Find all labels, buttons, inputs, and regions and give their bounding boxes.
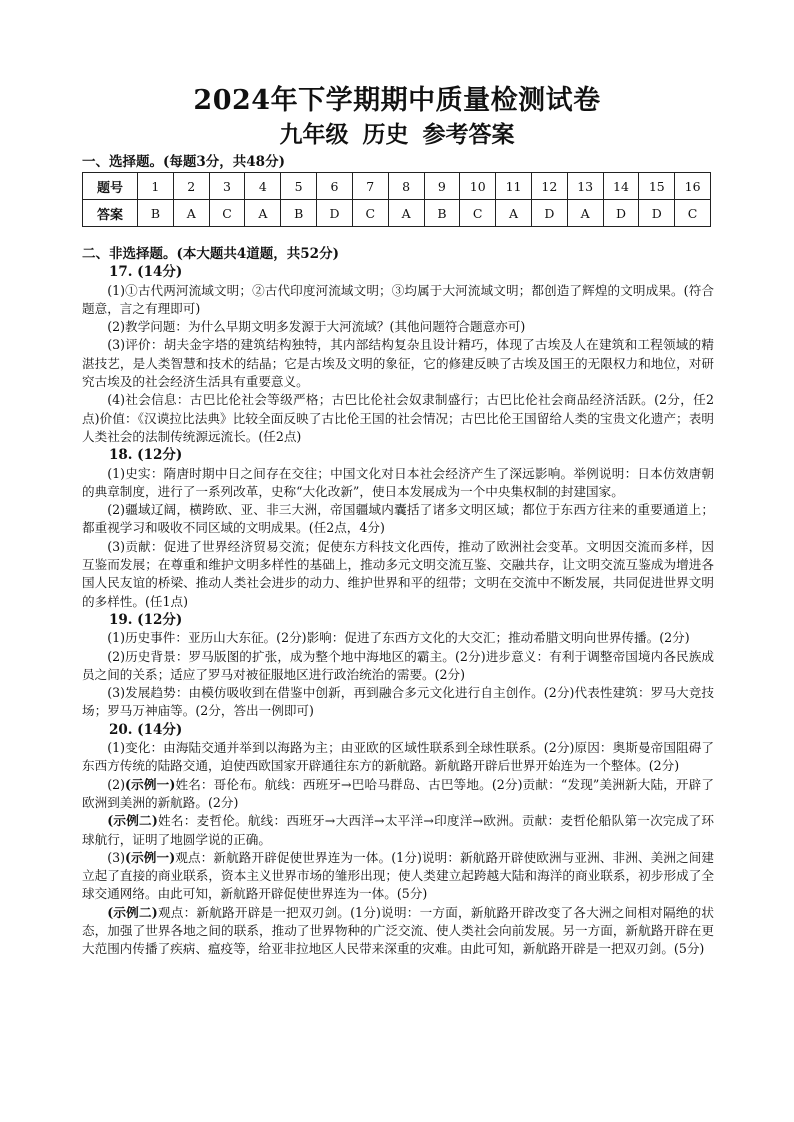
question-20-part-2	[82, 776, 714, 813]
example-label: (示例一)	[125, 776, 176, 792]
document-title: 2024年下学期期中质量检测试卷	[193, 85, 601, 116]
question-number: 9	[424, 173, 460, 200]
answer-row	[83, 200, 711, 227]
non-choice-section	[82, 245, 714, 959]
part-number: (3)	[107, 849, 126, 865]
answer-cell: A	[173, 200, 209, 227]
answer-cell: A	[388, 200, 424, 227]
answer-cell: A	[567, 200, 603, 227]
question-17-title: 17. (14分)	[109, 264, 183, 281]
question-number: 5	[281, 173, 317, 200]
question-number: 12	[531, 173, 567, 200]
question-number: 1	[138, 173, 174, 200]
question-20-part-1: (1)变化：由海陆交通并举到以海路为主；由亚欧的区域性联系到全球性联系。(2分)原因：奥斯曼帝国阻碍了东西方传统的陆路交通，迫使西欧国家开辟通往东方的新航路。新航路开辟后世界开始连为一个整体。(2分)	[82, 740, 714, 774]
question-number: 11	[496, 173, 532, 200]
question-17-part-3: (3)评价：胡夫金字塔的建筑结构独特，其内部结构复杂且设计精巧，体现了古埃及人在建筑和工程领域的精湛技艺，是人类智慧和技术的结晶；它是古埃及文明的象征，它的修建反映了古埃及国王的无限权力和地位，对研究古埃及的社会经济生活具有重要意义。	[82, 337, 714, 390]
document-subtitle: 九年级 历史 参考答案	[279, 121, 515, 148]
question-number: 15	[639, 173, 675, 200]
question-number: 10	[460, 173, 496, 200]
question-number: 16	[675, 173, 711, 200]
question-18-part-3: (3)贡献：促进了世界经济贸易交流；促使东方科技文化西传，推动了欧洲社会变革。文明因交流而多样，因互鉴而发展；在尊重和维护文明多样性的基础上，推动多元文明交流互鉴、交融共存，让文明交流互鉴成为增进各国人民友谊的桥梁、推动人类社会进步的动力、维护世界和平的纽带；文明在交流中不断发展，共同促进世界文明的多样性。(任1点)	[82, 538, 714, 609]
question-17-part-1: (1)①古代两河流域文明；②古代印度河流域文明；③均属于大河流域文明；都创造了辉煌的文明成果。(符合题意，言之有理即可)	[82, 282, 714, 316]
answer-cell: C	[460, 200, 496, 227]
section-2-heading: 二、非选择题。(本大题共4道题，共52分)	[82, 246, 339, 262]
row-label-number: 题号	[83, 173, 138, 200]
question-number: 8	[388, 173, 424, 200]
example-text: 姓名：哥伦布。航线：西班牙→巴哈马群岛、古巴等地。(2分)贡献：“发现”美洲新大陆，开辟了欧洲到美洲的新航路。(2分)	[82, 776, 714, 810]
answer-cell: B	[424, 200, 460, 227]
question-17-part-4: (4)社会信息：古巴比伦社会等级严格；古巴比伦社会奴隶制盛行；古巴比伦社会商品经济活跃。(2分，任2点)价值：《汉谟拉比法典》比较全面反映了古比伦王国的社会情况；古巴比伦王国留给人类的宝贵文化遗产；表明人类社会的法制传统源远流长。(任2点)	[82, 392, 714, 444]
question-number: 2	[173, 173, 209, 200]
question-number: 14	[603, 173, 639, 200]
example-text: 姓名：麦哲伦。航线：西班牙→大西洋→太平洋→印度洋→欧洲。贡献：麦哲伦船队第一次完成了环球航行，证明了地圆学说的正确。	[82, 813, 714, 847]
example-label: (示例二)	[107, 904, 158, 920]
answer-cell: D	[317, 200, 353, 227]
question-19-title: 19. (12分)	[109, 611, 183, 628]
question-number: 7	[352, 173, 388, 200]
answer-cell: C	[209, 200, 245, 227]
question-20-part-2-example-2	[82, 812, 714, 849]
answer-cell: D	[531, 200, 567, 227]
part-number: (2)	[107, 776, 126, 792]
question-18-title: 18. (12分)	[109, 447, 183, 464]
answer-cell: B	[281, 200, 317, 227]
answer-cell: D	[603, 200, 639, 227]
answer-table	[82, 172, 711, 227]
answer-cell: C	[352, 200, 388, 227]
question-19-part-1: (1)历史事件：亚历山大东征。(2分)影响：促进了东西方文化的大交汇；推动希腊文明向世界传播。(2分)	[107, 630, 690, 646]
row-label-answer: 答案	[83, 200, 138, 227]
answer-cell: C	[675, 200, 711, 227]
answer-cell: A	[496, 200, 532, 227]
question-19-part-3: (3)发展趋势：由模仿吸收到在借鉴中创新，再到融合多元文化进行自主创作。(2分)代表性建筑：罗马大竞技场；罗马万神庙等。(2分，答出一例即可)	[82, 685, 714, 719]
question-18-part-1: (1)史实：隋唐时期中日之间存在交往；中国文化对日本社会经济产生了深远影响。举例说明：日本仿效唐朝的典章制度，进行了一系列改革，史称“大化改新”，使日本发展成为一个中央集权制的封建国家。	[82, 465, 714, 499]
question-number: 13	[567, 173, 603, 200]
question-18-part-2: (2)疆域辽阔，横跨欧、亚、非三大洲，帝国疆域内囊括了诸多文明区域；都位于东西方往来的重要通道上；都重视学习和吸收不同区域的文明成果。(任2点，4分)	[82, 502, 714, 536]
question-19-part-2: (2)历史背景：罗马版图的扩张，成为整个地中海地区的霸主。(2分)进步意义：有利于调整帝国境内各民族成员之间的关系；适应了罗马对被征服地区进行政治统治的需要。(2分)	[82, 648, 714, 682]
question-number: 4	[245, 173, 281, 200]
question-number: 3	[209, 173, 245, 200]
question-number: 6	[317, 173, 353, 200]
question-number-row	[83, 173, 711, 200]
example-label: (示例二)	[107, 813, 158, 829]
question-20-title: 20. (14分)	[109, 721, 183, 738]
question-20-part-3-example-2	[82, 904, 714, 959]
example-text: 观点：新航路开辟是一把双刃剑。(1分)说明：一方面，新航路开辟改变了各大洲之间相对隔绝的状态，加强了世界各地之间的联系，推动了世界物种的广泛交流、使人类社会向前发展。另一方面，新航路开辟在更大范围内传播了疾病、瘟疫等，给亚非拉地区人民带来深重的灾难。由此可知，新航路开辟是一把双刃剑。(5分)	[82, 904, 714, 957]
example-label: (示例一)	[125, 849, 176, 865]
answer-cell: B	[138, 200, 174, 227]
section-1-heading: 一、选择题。(每题3分，共48分)	[82, 154, 285, 170]
question-20-part-3	[82, 849, 714, 904]
answer-cell: A	[245, 200, 281, 227]
example-text: 观点：新航路开辟促使世界连为一体。(1分)说明：新航路开辟使欧洲与亚洲、非洲、美洲之间建立起了直接的商业联系，资本主义世界市场的雏形出现；使人类建立起跨越大陆和海洋的商业联系，初步形成了全球交通网络。由此可知，新航路开辟促使世界连为一体。(5分)	[82, 849, 715, 902]
question-17-part-2: (2)教学问题：为什么早期文明多发源于大河流域？(其他问题符合题意亦可)	[107, 319, 526, 335]
answer-cell: D	[639, 200, 675, 227]
